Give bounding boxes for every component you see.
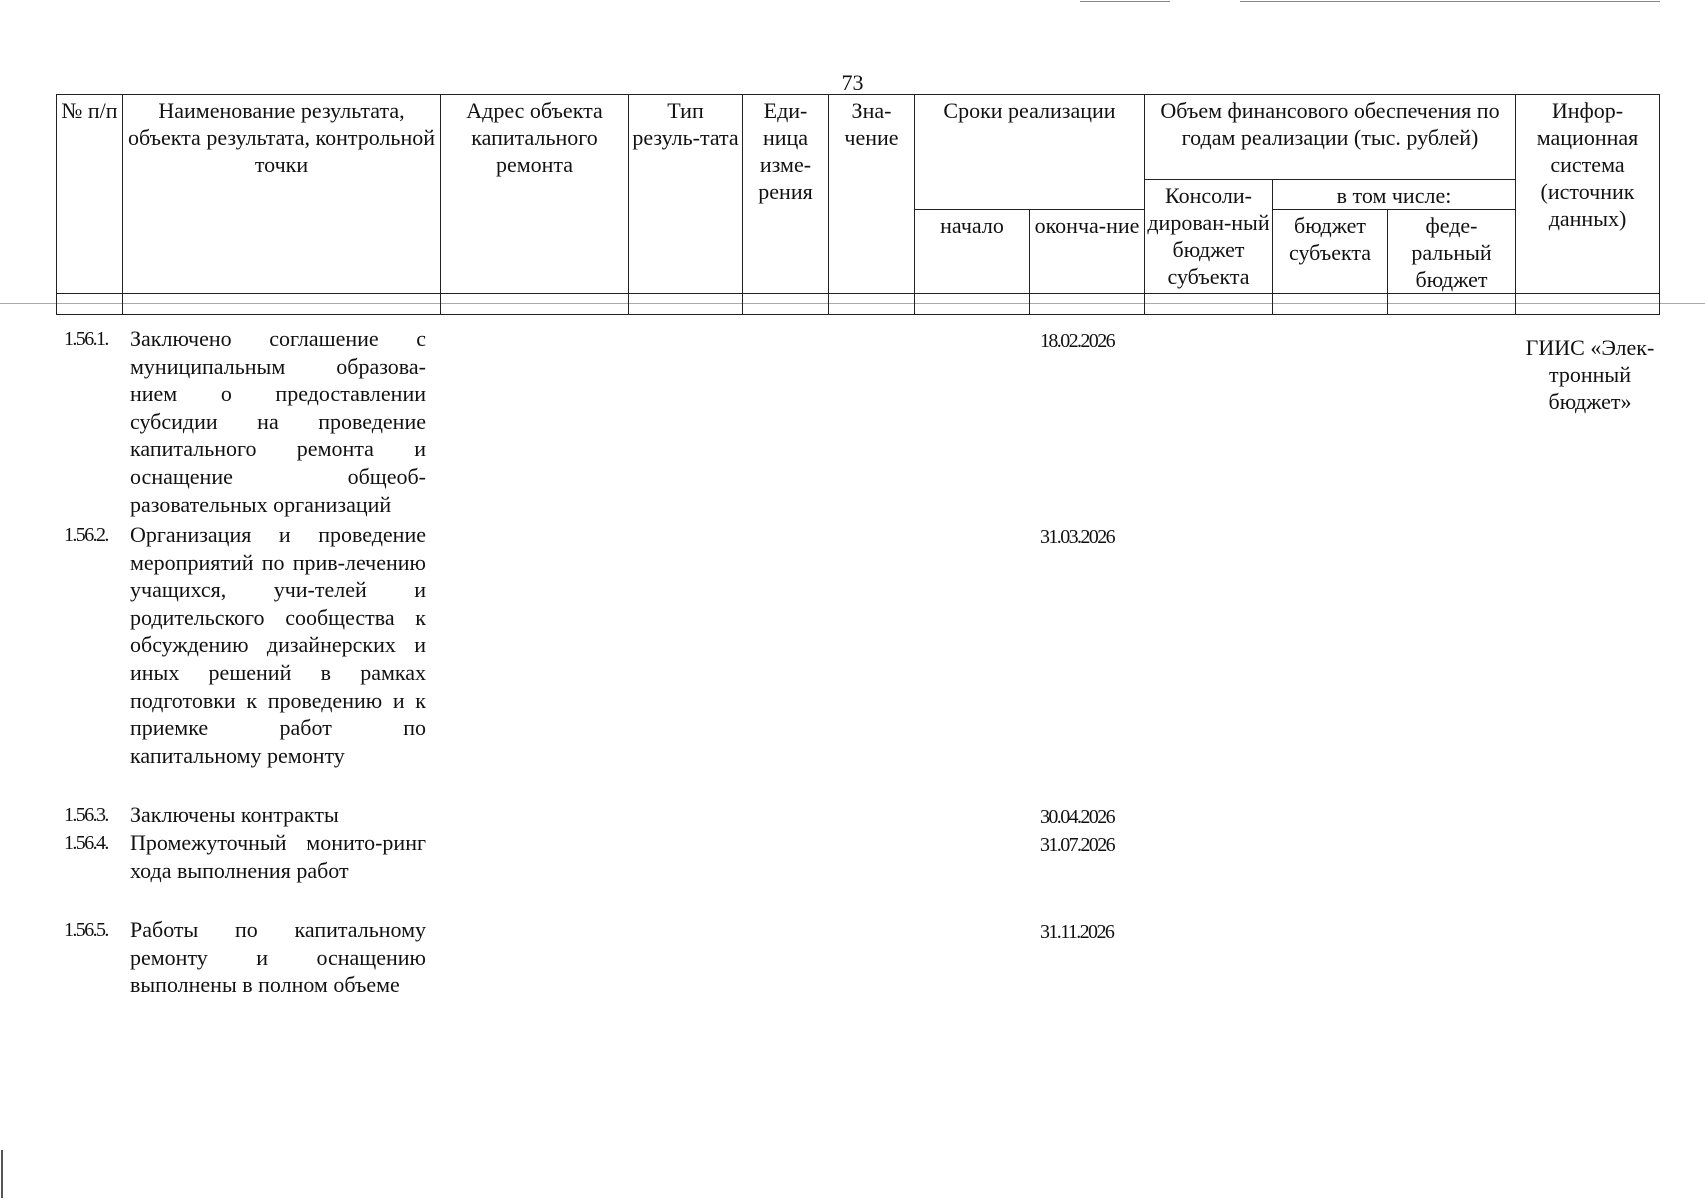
header-info-system: Инфор-мационная система (источник данных): [1516, 95, 1660, 294]
column-number-cell: [123, 294, 441, 315]
column-number-cell: [1145, 294, 1273, 315]
header-terms: Сроки реализации: [915, 95, 1145, 210]
row-number: 1.56.4.: [64, 832, 108, 854]
column-number-cell: [1273, 294, 1388, 315]
header-address: Адрес объекта капитального ремонта: [441, 95, 629, 294]
header-term-end: оконча-ние: [1030, 210, 1145, 294]
column-number-cell: [1516, 294, 1660, 315]
row-number: 1.56.2.: [64, 524, 108, 546]
header-including: в том числе:: [1273, 180, 1516, 210]
scan-artifact-mark: [1, 1150, 3, 1198]
row-number: 1.56.5.: [64, 919, 108, 941]
row-number: 1.56.3.: [64, 804, 108, 826]
header-subject-budget: бюджет субъекта: [1273, 210, 1388, 294]
row-end-date: 30.04.2026: [1040, 806, 1115, 828]
column-number-cell: [441, 294, 629, 315]
row-end-date: 31.07.2026: [1040, 834, 1115, 856]
column-number-cell: [629, 294, 743, 315]
header-consolidated: Консоли-дирован-ный бюджет субъекта: [1145, 180, 1273, 294]
row-name: Промежуточный монито-ринг хода выполнения работ: [130, 830, 426, 883]
page-number: 73: [841, 70, 864, 95]
column-number-cell: [1030, 294, 1145, 315]
row-name: Работы по капитальному ремонту и оснащению выполнены в полном объеме: [130, 917, 426, 998]
header-value: Зна-чение: [829, 95, 915, 294]
header-num: № п/п: [57, 95, 123, 294]
column-number-cell: [743, 294, 829, 315]
column-number-cell: [1388, 294, 1516, 315]
header-type: Тип резуль-тата: [629, 95, 743, 294]
header-term-start: начало: [915, 210, 1030, 294]
row-end-date: 31.11.2026: [1040, 921, 1114, 943]
header-federal-budget: феде-ральный бюджет: [1388, 210, 1516, 294]
header-name: Наименование результата, объекта результата, контрольной точки: [123, 95, 441, 294]
header-unit: Еди-ница изме-рения: [743, 95, 829, 294]
scan-artifact-line: [1240, 1, 1660, 2]
row-end-date: 18.02.2026: [1040, 330, 1115, 352]
column-number-cell: [915, 294, 1030, 315]
header-finance: Объем финансового обеспечения по годам реализации (тыс. рублей): [1145, 95, 1516, 180]
column-number-cell: [57, 294, 123, 315]
row-end-date: 31.03.2026: [1040, 526, 1115, 548]
info-source: ГИИС «Элек-тронный бюджет»: [1525, 335, 1655, 414]
scan-artifact-line: [1080, 1, 1170, 2]
row-name: Заключены контракты: [130, 802, 339, 827]
row-name: Заключено соглашение с муниципальным образова-нием о предоставлении субсидии на проведение капитального ремонта и оснащение общеоб-разовательных организаций: [130, 326, 426, 517]
row-name: Организация и проведение мероприятий по прив-лечению учащихся, учи-телей и родительского сообщества к обсуждению дизайнерских и иных решений в рамках подготовки к проведению и к приемке работ по капитальному ремонту: [130, 522, 426, 768]
column-number-cell: [829, 294, 915, 315]
table-header: [56, 94, 1660, 315]
row-number: 1.56.1.: [64, 328, 108, 350]
